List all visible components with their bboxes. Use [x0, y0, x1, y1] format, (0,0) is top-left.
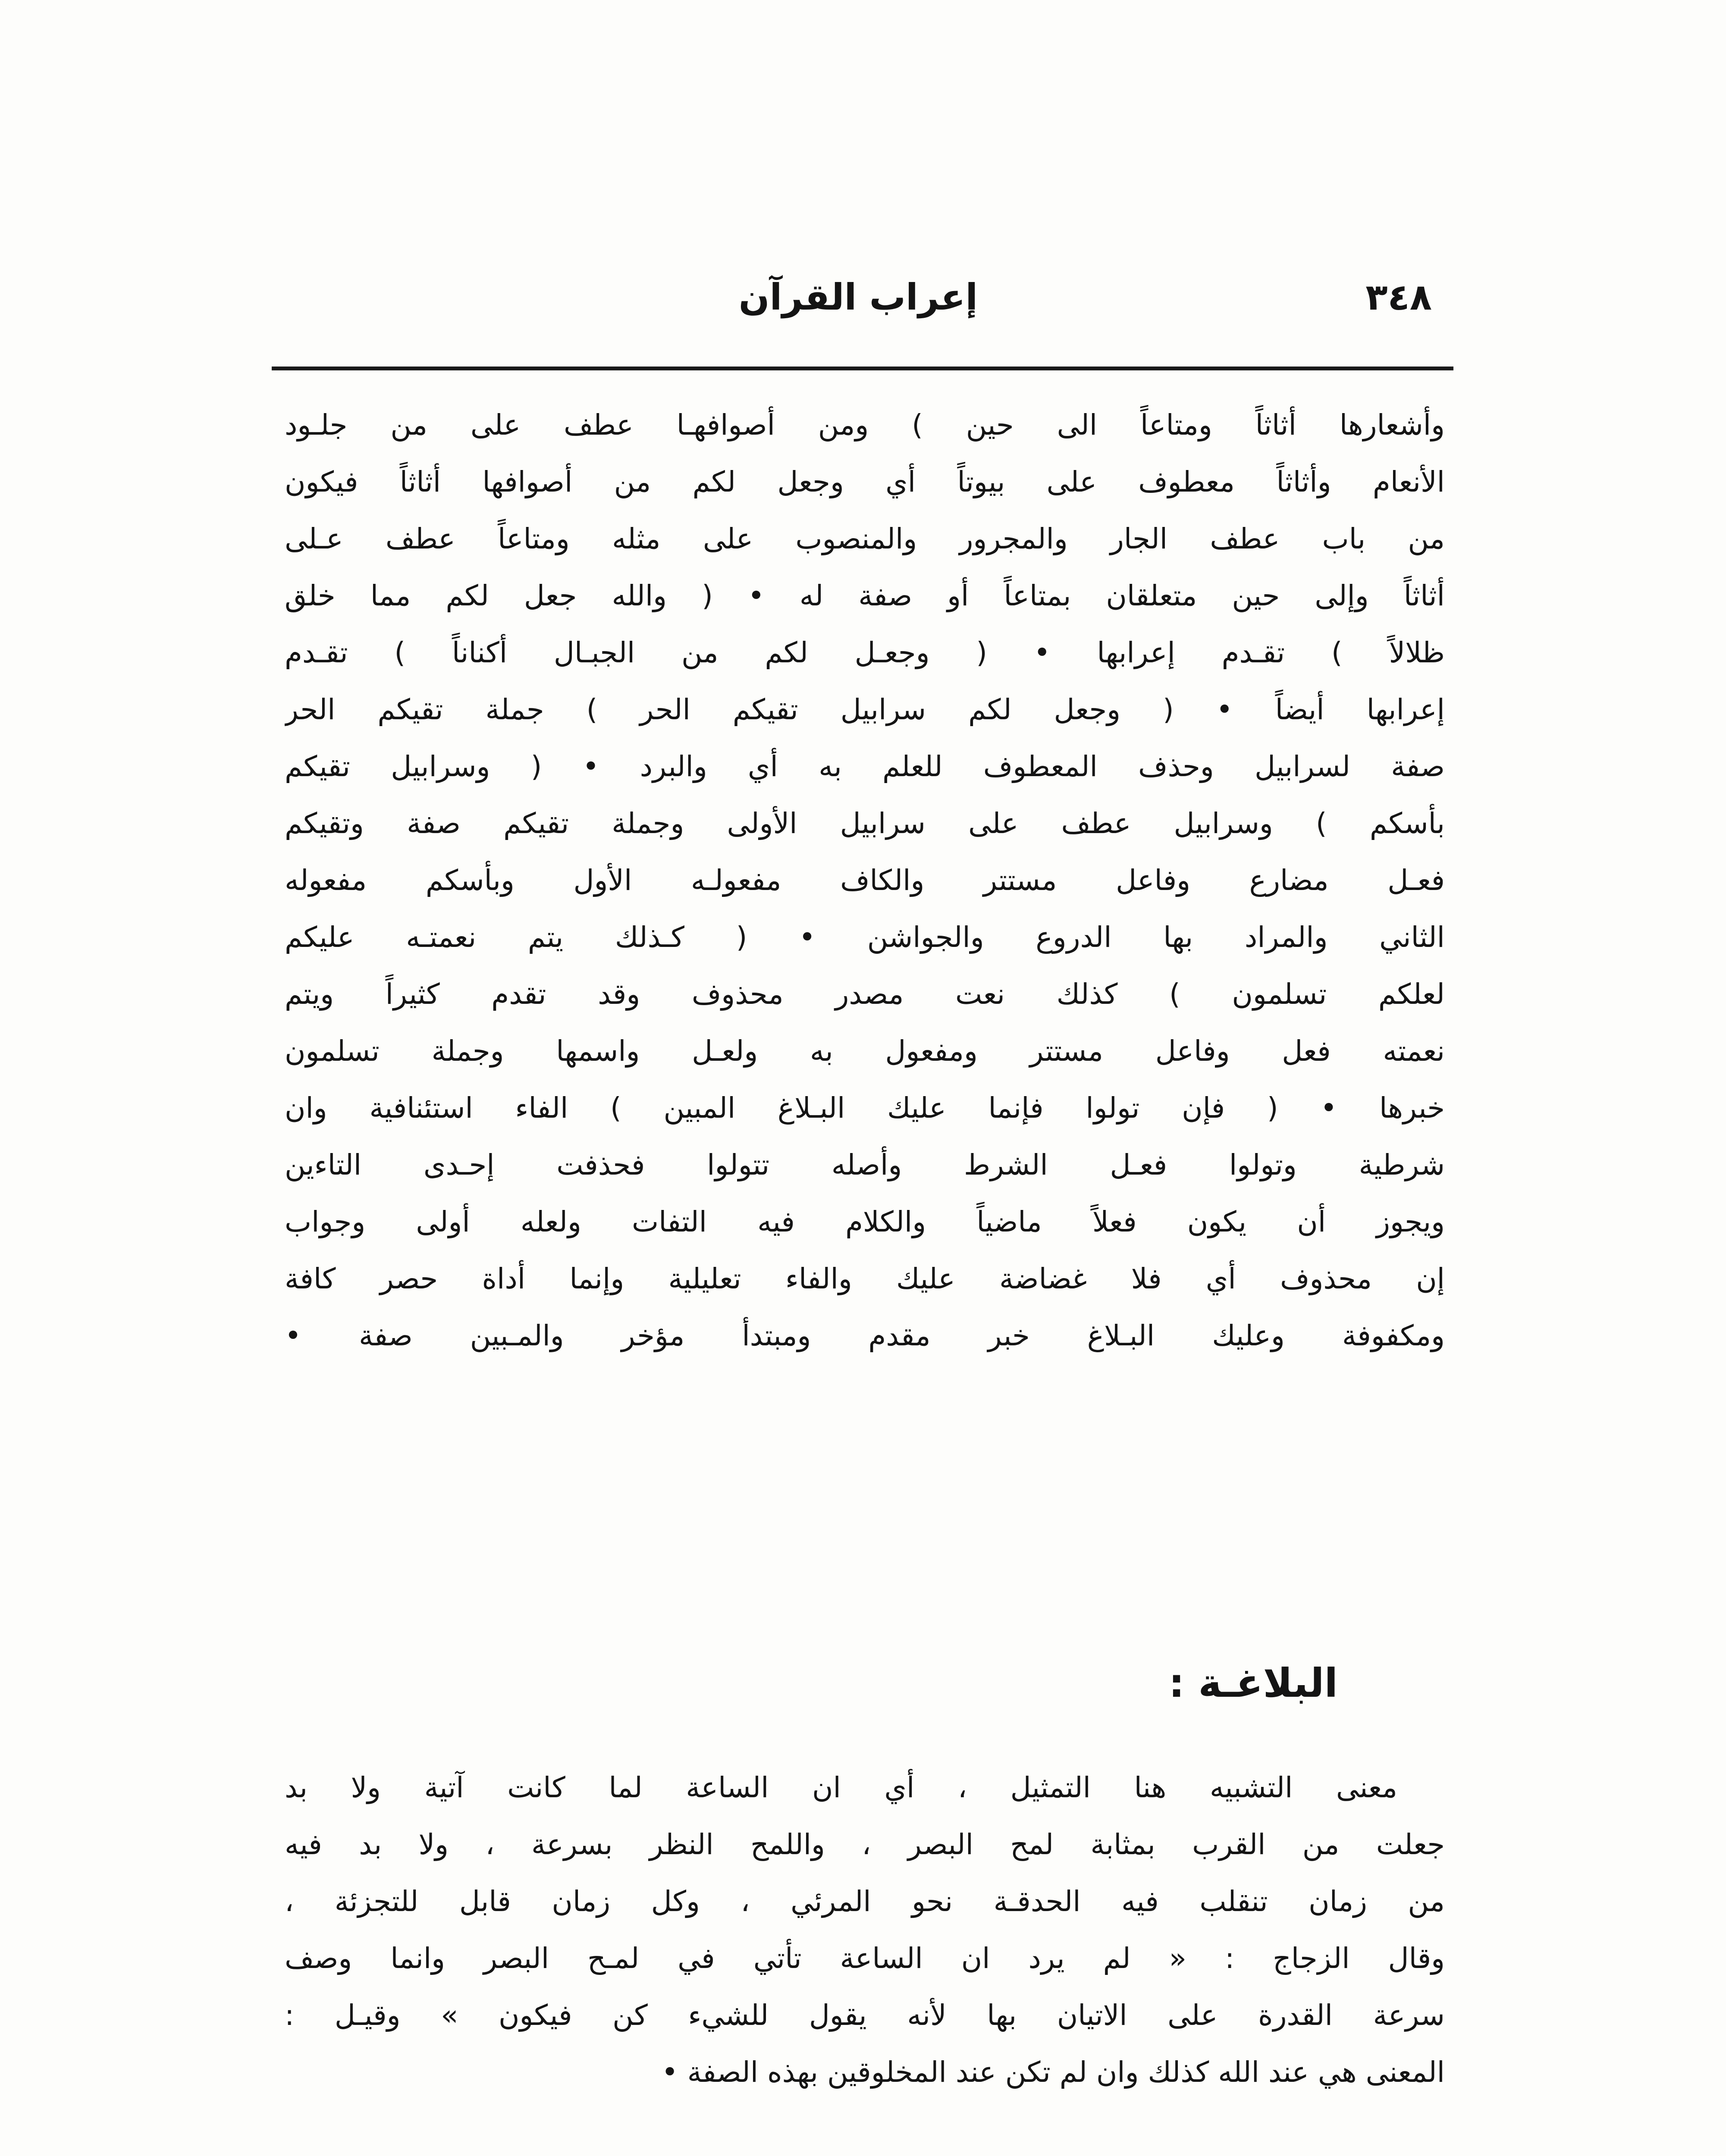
running-title: إعراب القرآن: [738, 276, 978, 318]
text-line: من زمان تنقلب فيه الحدقـة نحو المرئي ، وكل زمان قابل للتجزئة ،: [285, 1885, 1445, 1918]
text-line: معنى التشبيه هنا التمثيل ، أي ان الساعة لما كانت آتية ولا بد: [285, 1771, 1397, 1804]
text-line: المعنى هي عند الله كذلك وان لم تكن عند المخلوقين بهذه الصفة •: [661, 2056, 1445, 2089]
header-rule: [272, 367, 1453, 370]
page-header: [276, 259, 1440, 345]
paragraph-balagha: [285, 1759, 1445, 2101]
text-line: خبرها • ( فإن تولوا فإنما عليك البـلاغ المبين ) الفاء استئنافية وان: [285, 1091, 1445, 1125]
text-line: ويجوز أن يكون فعلاً ماضياً والكلام فيه التفات ولعله أولى وجواب: [285, 1205, 1445, 1238]
text-line: فعـل مضارع وفاعل مستتر والكاف مفعولـه الأول وبأسكم مفعوله: [285, 864, 1445, 897]
text-line: إن محذوف أي فلا غضاضة عليك والفاء تعليلية وإنما أداة حصر كافة: [285, 1262, 1445, 1295]
text-line: بأسكم ) وسرابيل عطف على سرابيل الأولى وجملة تقيكم صفة وتقيكم: [285, 807, 1445, 840]
text-line: وأشعارها أثاثاً ومتاعاً الى حين ) ومن أصوافهـا عطف على من جلـود: [285, 408, 1445, 442]
page-number: ٣٤٨: [1365, 276, 1432, 318]
text-line: إعرابها أيضاً • ( وجعل لكم سرابيل تقيكم الحر ) جملة تقيكم الحر: [285, 693, 1445, 726]
text-line: سرعة القدرة على الاتيان بها لأنه يقول للشيء كن فيكون » وقيـل :: [285, 1999, 1445, 2032]
section-heading-balagha: البلاغـة :: [1168, 1660, 1338, 1706]
text-line: صفة لسرابيل وحذف المعطوف للعلم به أي والبرد • ( وسرابيل تقيكم: [285, 750, 1445, 783]
text-line: لعلكم تسلمون ) كذلك نعت مصدر محذوف وقد تقدم كثيراً ويتم: [285, 978, 1445, 1011]
text-line: ظلالاً ) تقـدم إعرابها • ( وجعـل لكم من الجبـال أكناناً ) تقـدم: [285, 636, 1445, 669]
text-line: نعمته فعل وفاعل مستتر ومفعول به ولعـل واسمها وجملة تسلمون: [285, 1034, 1445, 1068]
paragraph-i'rab: [285, 397, 1445, 1364]
text-line: ومكفوفة وعليك البـلاغ خبر مقدم ومبتدأ مؤخر والمـبين صفة •: [285, 1319, 1445, 1352]
text-line: من باب عطف الجار والمجرور والمنصوب على مثله ومتاعاً عطف عـلى: [285, 522, 1445, 555]
text-line: الأنعام وأثاثاً معطوف على بيوتاً أي وجعل لكم من أصوافها أثاثاً فيكون: [285, 465, 1445, 498]
text-line: جعلت من القرب بمثابة لمح البصر ، واللمح النظر بسرعة ، ولا بد فيه: [285, 1828, 1445, 1861]
text-line: شرطية وتولوا فعـل الشرط وأصله تتولوا فحذفت إحـدى التاءين: [285, 1148, 1445, 1181]
text-line: وقال الزجاج : « لم يرد ان الساعة تأتي في لمـح البصر وانما وصف: [285, 1942, 1445, 1975]
text-line: أثاثاً وإلى حين متعلقان بمتاعاً أو صفة له • ( والله جعل لكم مما خلق: [285, 579, 1445, 612]
text-line: الثاني والمراد بها الدروع والجواشن • ( كـذلك يتم نعمتـه عليكم: [285, 921, 1445, 954]
